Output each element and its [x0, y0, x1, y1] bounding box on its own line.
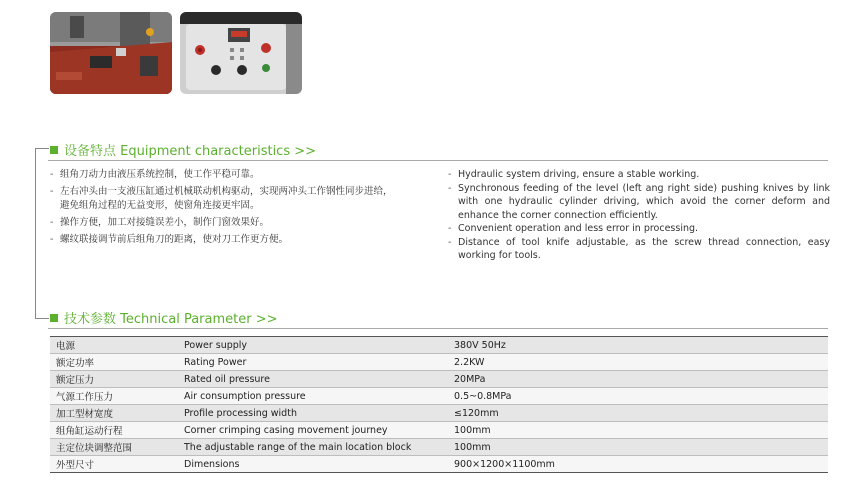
table-row [50, 405, 828, 422]
param-en: Corner crimping casing movement journey [178, 422, 448, 439]
section-connector [35, 160, 36, 318]
equipment-cn-list [48, 168, 438, 250]
param-cn: 组角缸运动行程 [50, 422, 178, 439]
table-row [50, 371, 828, 388]
section-bracket-tick [35, 318, 49, 319]
table-row [50, 388, 828, 405]
param-en: The adjustable range of the main location block [178, 439, 448, 456]
equipment-heading-text: 设备特点 Equipment characteristics >> [64, 144, 317, 159]
param-value: 100mm [448, 422, 828, 439]
section-divider [48, 160, 828, 161]
technical-heading-text: 技术参数 Technical Parameter >> [64, 312, 278, 327]
param-cn: 外型尺寸 [50, 456, 178, 473]
param-en: Rating Power [178, 354, 448, 371]
list-item: - Synchronous feeding of the level (left ang right side) pushing knives by link with one hydraulic cylinder driving, which avoid the corner deform and enhance the corner connection efficiently. [446, 182, 830, 223]
machine-photo-control-panel [180, 12, 302, 94]
equipment-en-list [446, 168, 830, 263]
list-item: - 组角刀动力由液压系统控制，使工作平稳可靠。 [48, 168, 438, 182]
green-square-icon [50, 314, 58, 322]
list-item: - 操作方便，加工对接缝误差小，制作门窗效果好。 [48, 216, 438, 230]
list-item: - 左右冲头由一支液压缸通过机械联动机构驱动，实现两冲头工作钢性同步进给， [48, 185, 438, 199]
param-en: Air consumption pressure [178, 388, 448, 405]
section-divider [48, 328, 828, 329]
param-en: Rated oil pressure [178, 371, 448, 388]
table-row [50, 422, 828, 439]
list-item: - Convenient operation and less error in processing. [446, 222, 830, 236]
table-row [50, 337, 828, 354]
machine-photo-table [50, 12, 172, 94]
param-value: 100mm [448, 439, 828, 456]
param-en: Power supply [178, 337, 448, 354]
table-row [50, 456, 828, 473]
param-value: 20MPa [448, 371, 828, 388]
list-item: - Distance of tool knife adjustable, as the screw thread connection, easy working for tools. [446, 236, 830, 263]
green-square-icon [50, 146, 58, 154]
spec-table [50, 336, 828, 473]
param-cn: 气源工作压力 [50, 388, 178, 405]
list-item: - Hydraulic system driving, ensure a stable working. [446, 168, 830, 182]
param-en: Profile processing width [178, 405, 448, 422]
section-bracket-tick [35, 148, 49, 149]
table-row [50, 439, 828, 456]
param-cn: 加工型材宽度 [50, 405, 178, 422]
param-cn: 主定位块调整范围 [50, 439, 178, 456]
param-value: 900×1200×1100mm [448, 456, 828, 473]
equipment-heading [50, 140, 322, 159]
param-value: 380V 50Hz [448, 337, 828, 354]
technical-heading [50, 308, 284, 327]
param-cn: 电源 [50, 337, 178, 354]
param-value: 2.2KW [448, 354, 828, 371]
param-value: 0.5~0.8MPa [448, 388, 828, 405]
param-cn: 额定功率 [50, 354, 178, 371]
list-item: - 螺纹联接调节前后组角刀的距离，使对刀工作更方便。 [48, 233, 438, 247]
table-row [50, 354, 828, 371]
list-item-continued: 避免组角过程的无益变形，使窗角连接更牢固。 [60, 199, 260, 211]
param-value: ≤120mm [448, 405, 828, 422]
param-cn: 额定压力 [50, 371, 178, 388]
param-en: Dimensions [178, 456, 448, 473]
